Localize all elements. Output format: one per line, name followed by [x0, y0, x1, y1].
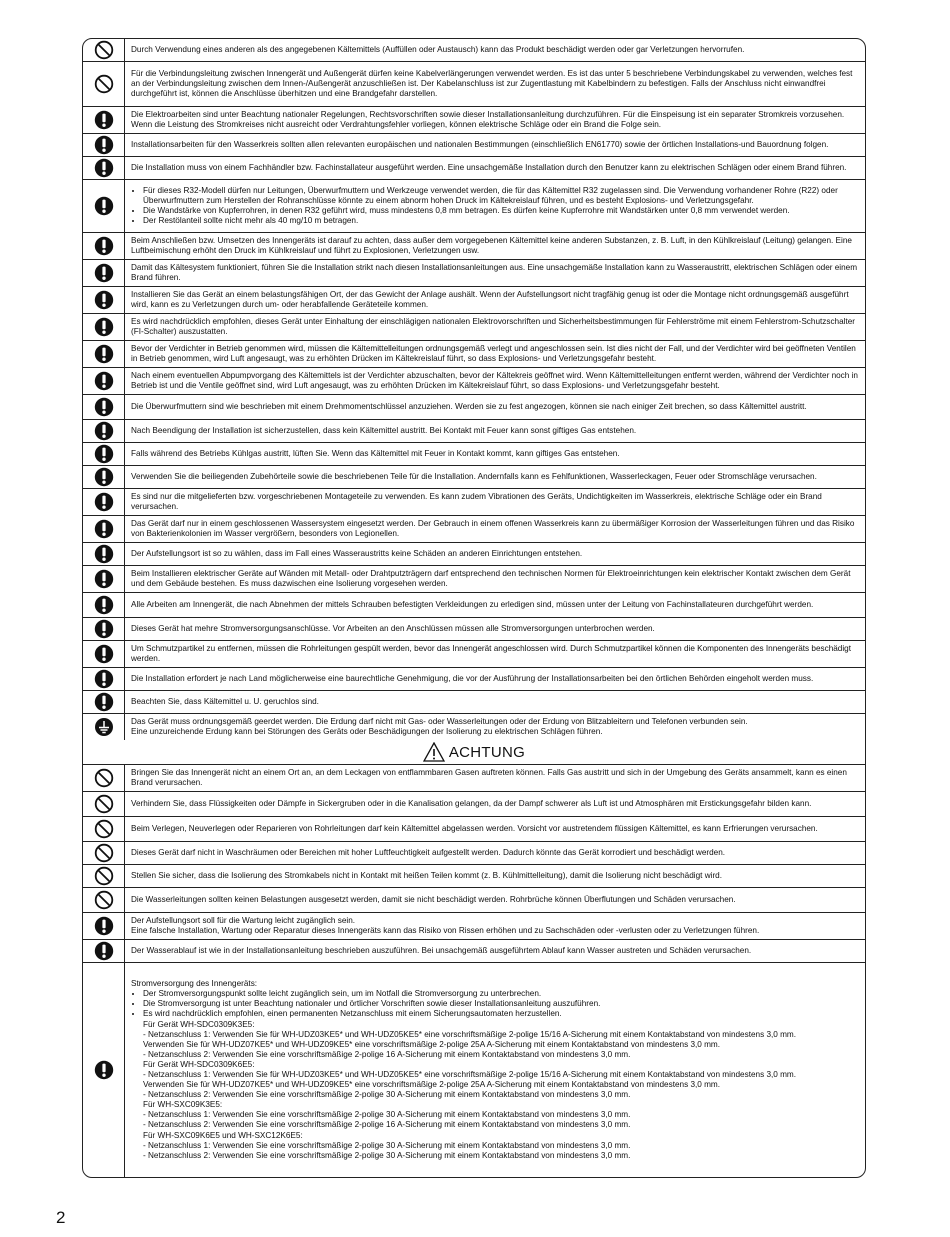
- icon-cell: [83, 39, 125, 61]
- safety-row: [83, 134, 865, 157]
- safety-row: [83, 287, 865, 314]
- exclamation-icon: [94, 397, 114, 417]
- bullet-list: [131, 186, 861, 226]
- instruction-text: [125, 888, 865, 912]
- paragraph: Verhindern Sie, dass Flüssigkeiten oder Dämpfe in Sickergruben oder in die Kanalisation gelangen, da der Dampf schwerer als Luft ist und Atmosphären mit Erstickungsgefahr bilden kann.: [131, 798, 812, 808]
- instruction-text: [125, 618, 865, 640]
- instruction-text: [125, 765, 865, 791]
- instruction-text: [125, 593, 865, 617]
- exclamation-icon: [94, 692, 114, 712]
- paragraph: Falls während des Betriebs Kühlgas austritt, lüften Sie. Wenn das Kältemittel mit Feuer in Kontakt kommt, kann giftiges Gas entstehen.: [131, 448, 620, 458]
- safety-row: [83, 913, 865, 940]
- icon-cell: [83, 842, 125, 864]
- safety-instructions-table: [82, 38, 866, 1178]
- paragraph: Dieses Gerät hat mehre Stromversorgungsanschlüsse. Vor Arbeiten an den Anschlüssen müssen alle Stromversorgungen unterbrochen werden.: [131, 623, 655, 633]
- sub-line: Für WH-SXC09K3E5:: [143, 1100, 223, 1110]
- safety-row: [83, 314, 865, 341]
- safety-row: [83, 593, 865, 618]
- paragraph: Beim Anschließen bzw. Umsetzen des Innengeräts ist darauf zu achten, dass außer dem vorgegebenen Kältemittel keine anderen Substanzen, z. B. Luft, in den Kühlkreislauf (Leitung) gelangen. Eine Luftbeimischung erhöht den Druck im Kühlkreislauf und führt zu Explosionen, Verletzungen usw.: [131, 235, 852, 255]
- paragraph: Die Wasserleitungen sollten keinen Belastungen ausgesetzt werden, damit sie nicht beschädigt werden. Rohrbrüche können Überflutungen und Schäden verursachen.: [131, 894, 736, 904]
- paragraph: Der Wasserablauf ist wie in der Installationsanleitung beschrieben auszuführen. Bei unsachgemäß ausgeführtem Ablauf kann Wasser austreten und Schäden verursachen.: [131, 945, 752, 955]
- icon-cell: [83, 516, 125, 542]
- safety-row: [83, 963, 865, 1177]
- paragraph: Bevor der Verdichter in Betrieb genommen wird, müssen die Kältemittelleitungen ordnungsgemäß verlegt und angeschlossen sein. Ist dies nicht der Fall, und der Verdichter wird bei geöffneten Ventilen in Betrieb genommen, wird Luft angesaugt, was zu erhöhten Drücken im Kältekreislauf führt, so dass Explosions- und Verletzungsgefahr besteht.: [131, 343, 856, 363]
- safety-row: [83, 566, 865, 593]
- paragraph: Das Gerät darf nur in einem geschlossenen Wassersystem eingesetzt werden. Der Gebrauch in einem offenen Wasserkreis kann zu übermäßiger Korrosion der Wasserleitungen führen und das Risiko von Bakterienkolonien im Wasser vergrößern, besonders von Legionellen.: [131, 518, 855, 538]
- paragraph: Bringen Sie das Innengerät nicht an einem Ort an, an dem Leckagen von entflammbaren Gasen auftreten können. Falls Gas austritt und sich in der Umgebung des Geräts ansammelt, kann es einen Brand verursachen.: [131, 767, 847, 787]
- instruction-text: [125, 940, 865, 962]
- paragraph: Durch Verwendung eines anderen als des angegebenen Kältemittels (Auffüllen oder Austausch) kann das Produkt beschädigt werden oder gar Verletzungen hervorrufen.: [131, 44, 745, 54]
- bullet-item: • Die Stromversorgung ist unter Beachtung nationaler und örtlicher Vorschriften sowie dieser Installationsanleitung auszuführen.: [143, 999, 861, 1009]
- instruction-text: [125, 368, 865, 394]
- sub-line: - Netzanschluss 1: Verwenden Sie eine vorschriftsmäßige 2-polige 30 A-Sicherung mit einem Kontaktabstand von mindestens 3,0 mm.: [143, 1110, 631, 1120]
- exclamation-icon: [94, 644, 114, 664]
- safety-row: [83, 180, 865, 233]
- icon-cell: [83, 466, 125, 488]
- safety-row: [83, 466, 865, 489]
- safety-row: [83, 233, 865, 260]
- instruction-text: [125, 395, 865, 419]
- icon-cell: [83, 940, 125, 962]
- icon-cell: [83, 260, 125, 286]
- instruction-text: [125, 963, 865, 1177]
- exclamation-icon: [94, 421, 114, 441]
- paragraph: Stromversorgung des Innengeräts:: [131, 979, 258, 989]
- safety-row: [83, 691, 865, 714]
- caution-section: [83, 765, 865, 1177]
- sub-line: - Netzanschluss 1: Verwenden Sie für WH-UDZ03KE5* und WH-UDZ05KE5* eine vorschriftsmäßige 2-polige 15/16 A-Sicherung mit einem Kontaktabstand von mindestens 3,0 mm.: [143, 1070, 797, 1079]
- paragraph: Eine unzureichende Erdung kann bei Störungen des Geräts oder Beschädigungen der Isolierung zu elektrischen Schlägen führen.: [131, 727, 603, 736]
- caution-triangle-icon: [423, 742, 445, 762]
- safety-row: [83, 865, 865, 888]
- icon-cell: [83, 543, 125, 565]
- prohibited-icon: [94, 843, 114, 863]
- icon-cell: [83, 341, 125, 367]
- paragraph: Alle Arbeiten am Innengerät, die nach Abnehmen der mittels Schrauben befestigten Verkleidungen zu erledigen sind, müssen unter der Leitung von Fachinstallateuren durchgeführt werden.: [131, 599, 814, 609]
- exclamation-icon: [94, 236, 114, 256]
- instruction-text: [125, 466, 865, 488]
- paragraph: Dieses Gerät darf nicht in Waschräumen oder Bereichen mit hoher Luftfeuchtigkeit aufgestellt werden. Dadurch könnte das Gerät korrodiert und beschädigt werden.: [131, 847, 726, 857]
- icon-cell: [83, 714, 125, 740]
- safety-row: [83, 420, 865, 443]
- exclamation-icon: [94, 263, 114, 283]
- instruction-text: [125, 62, 865, 106]
- instruction-text: [125, 489, 865, 515]
- safety-row: [83, 62, 865, 107]
- warning-section: [83, 39, 865, 740]
- paragraph: Nach Beendigung der Installation ist sicherzustellen, dass kein Kältemittel austritt. Bei Kontakt mit Feuer kann sonst giftiges Gas entstehen.: [131, 425, 637, 435]
- instruction-text: [125, 260, 865, 286]
- icon-cell: [83, 963, 125, 1177]
- instruction-text: [125, 420, 865, 442]
- exclamation-icon: [94, 196, 114, 216]
- instruction-text: [125, 543, 865, 565]
- safety-row: [83, 618, 865, 641]
- safety-row: [83, 395, 865, 420]
- prohibited-icon: [94, 40, 114, 60]
- paragraph: Eine falsche Installation, Wartung oder Reparatur dieses Innengeräts kann das Risiko von Rissen erhöhen und zu Sachschäden oder -verlusten oder zu Verletzungen führen.: [131, 926, 760, 935]
- sub-line: Für WH-SXC09K6E5 und WH-SXC12K6E5:: [143, 1130, 303, 1140]
- icon-cell: [83, 566, 125, 592]
- instruction-text: [125, 39, 865, 61]
- icon-cell: [83, 618, 125, 640]
- icon-cell: [83, 691, 125, 713]
- achtung-heading: ACHTUNG: [448, 743, 526, 761]
- paragraph: Es sind nur die mitgelieferten bzw. vorgeschriebenen Montageteile zu verwenden. Es kann zudem Vibrationen des Geräts, Undichtigkeiten im Wasserkreis, elektrische Schläge oder ein Brand verursachen.: [131, 491, 822, 511]
- paragraph: Der Aufstellungsort soll für die Wartung leicht zugänglich sein.: [131, 915, 356, 925]
- icon-cell: [83, 888, 125, 912]
- bullet-item: • Die Wandstärke von Kupferrohren, in denen R32 geführt wird, muss mindestens 0,8 mm betragen. Es dürfen keine Kupferrohre mit Wandstärken unter 0,8 mm verwendet werden.: [143, 206, 861, 216]
- icon-cell: [83, 668, 125, 690]
- sub-line: - Netzanschluss 2: Verwenden Sie eine vorschriftsmäßige 2-polige 30 A-Sicherung mit einem Kontaktabstand von mindestens 3,0 mm.: [143, 1150, 631, 1160]
- icon-cell: [83, 233, 125, 259]
- icon-cell: [83, 368, 125, 394]
- instruction-text: [125, 516, 865, 542]
- exclamation-icon: [94, 110, 114, 130]
- instruction-text: [125, 691, 865, 713]
- paragraph: Für die Verbindungsleitung zwischen Innengerät und Außengerät dürfen keine Kabelverlängerungen verwendet werden. Es ist das unter 5 beschriebene Verbindungskabel zu verwenden, welches fest an der Verbindungsleitung zwischen dem Innen-/Außengerät anzuschließen ist. Der Kabelanschluss ist zur Zugentlastung mit Kabelbindern zu befestigen. Falls der Anschluss nicht einwandfrei durchgeführt ist, können die Anschlüsse überhitzen und eine Brandgefahr darstellen.: [131, 68, 853, 99]
- bullet-item: • Für dieses R32-Modell dürfen nur Leitungen, Überwurfmuttern und Werkzeuge verwendet werden, die für das Kältemittel R32 zugelassen sind. Die Verwendung vorhandener Rohre (R22) oder Überwurfmuttern zum Herstellen der Rohranschlüsse könnte zu einem abnorm hohen Druck im Kältekreislauf führen, und es besteht Explosions- und Verletzungsgefahr.: [143, 186, 861, 206]
- prohibited-icon: [94, 794, 114, 814]
- instruction-text: [125, 714, 865, 740]
- safety-row: [83, 641, 865, 668]
- icon-cell: [83, 817, 125, 841]
- safety-row: [83, 792, 865, 817]
- prohibited-icon: [94, 768, 114, 788]
- exclamation-icon: [94, 941, 114, 961]
- icon-cell: [83, 180, 125, 232]
- paragraph: Beim Installieren elektrischer Geräte auf Wänden mit Metall- oder Drahtputzträgern darf entsprechend den technischen Normen für Elektroeinrichtungen kein elektrischer Kontakt zwischen dem Gerät und dem Gebäude bestehen. Es muss dazwischen eine Isolierung vorgesehen werden.: [131, 568, 851, 588]
- icon-cell: [83, 913, 125, 939]
- icon-cell: [83, 420, 125, 442]
- safety-row: [83, 107, 865, 134]
- instruction-text: [125, 287, 865, 313]
- paragraph: Das Gerät muss ordnungsgemäß geerdet werden. Die Erdung darf nicht mit Gas- oder Wasserleitungen oder der Erdung von Blitzableitern und Telefonen verbunden sein.: [131, 716, 748, 726]
- exclamation-icon: [94, 158, 114, 178]
- paragraph: Damit das Kältesystem funktioniert, führen Sie die Installation strikt nach diesen Installationsanleitungen aus. Eine unsachgemäße Installation kann zu Wasseraustritt, elektrischen Schlägen oder einem Brand führen.: [131, 262, 858, 282]
- instruction-text: [125, 314, 865, 340]
- safety-row: [83, 260, 865, 287]
- sub-line: Für Gerät WH-SDC0309K3E5:: [143, 1019, 255, 1029]
- instruction-text: [125, 107, 865, 133]
- exclamation-icon: [94, 1060, 114, 1080]
- safety-row: [83, 842, 865, 865]
- sub-line: - Netzanschluss 1: Verwenden Sie eine vorschriftsmäßige 2-polige 30 A-Sicherung mit einem Kontaktabstand von mindestens 3,0 mm.: [143, 1140, 631, 1150]
- icon-cell: [83, 62, 125, 106]
- exclamation-icon: [94, 544, 114, 564]
- safety-row: [83, 157, 865, 180]
- exclamation-icon: [94, 290, 114, 310]
- exclamation-icon: [94, 317, 114, 337]
- prohibited-icon: [94, 74, 114, 94]
- instruction-text: [125, 134, 865, 156]
- instruction-text: [125, 817, 865, 841]
- paragraph: Installationsarbeiten für den Wasserkreis sollten allen relevanten europäischen und nationalen Bestimmungen (einschließlich EN61770) sowie der örtlichen Installations-und Bauordnung folgen.: [131, 139, 829, 149]
- icon-cell: [83, 765, 125, 791]
- paragraph: Beachten Sie, dass Kältemittel u. U. geruchlos sind.: [131, 696, 319, 706]
- paragraph: Installieren Sie das Gerät an einem belastungsfähigen Ort, der das Gewicht der Anlage aushält. Wenn der Aufstellungsort nicht tragfähig genug ist oder die Montage nicht ordnungsgemäß ausgeführt wird, kann es zu Verletzungen durch um- oder herabfallende Geräteteile kommen.: [131, 289, 849, 309]
- exclamation-icon: [94, 467, 114, 487]
- icon-cell: [83, 641, 125, 667]
- safety-row: [83, 516, 865, 543]
- paragraph: Stellen Sie sicher, dass die Isolierung des Stromkabels nicht in Kontakt mit heißen Teilen kommt (z. B. Kühlmittelleitung), damit die Isolierung nicht beschädigt wird.: [131, 870, 722, 880]
- safety-row: [83, 817, 865, 842]
- sub-line: - Netzanschluss 1: Verwenden Sie für WH-UDZ03KE5* und WH-UDZ05KE5* eine vorschriftsmäßige 2-polige 15/16 A-Sicherung mit einem Kontaktabstand von mindestens 3,0 mm.: [143, 1029, 797, 1039]
- safety-row: [83, 368, 865, 395]
- instruction-text: [125, 233, 865, 259]
- bullet-item: • Es wird nachdrücklich empfohlen, einen permanenten Netzanschluss mit einem Sicherungsautomaten herzustellen.: [143, 1009, 861, 1019]
- bullet-list: [131, 989, 861, 1019]
- exclamation-icon: [94, 371, 114, 391]
- exclamation-icon: [94, 344, 114, 364]
- exclamation-icon: [94, 595, 114, 615]
- prohibited-icon: [94, 819, 114, 839]
- icon-cell: [83, 489, 125, 515]
- sub-line: Verwenden Sie für WH-UDZ07KE5* und WH-UDZ09KE5* eine vorschriftsmäßige 2-polige 25A A-Sicherung mit einem Kontaktabstand von mindestens 3,0 mm.: [143, 1080, 721, 1090]
- instruction-text: [125, 443, 865, 465]
- icon-cell: [83, 134, 125, 156]
- instruction-text: [125, 341, 865, 367]
- paragraph: Verwenden Sie die beiliegenden Zubehörteile sowie die beschriebenen Teile für die Installation. Andernfalls kann es Fehlfunktionen, Wasserleckagen, Feuer oder Stromschläge verursachen.: [131, 471, 817, 481]
- sub-line: - Netzanschluss 2: Verwenden Sie eine vorschriftsmäßige 2-polige 30 A-Sicherung mit einem Kontaktabstand von mindestens 3,0 mm.: [143, 1090, 631, 1100]
- paragraph: Nach einem eventuellen Abpumpvorgang des Kältemittels ist der Verdichter abzuschalten, bevor der Kältekreis geöffnet wird. Wenn Kältemittelleitungen entfernt werden, während der Verdichter noch in Betrieb ist und die Ventile geöffnet sind, wird Luft angesaugt, was zu erhöhten Drücken im Kältekreislauf führt, so dass Explosions- und Verletzungsgefahr besteht.: [131, 370, 858, 390]
- achtung-heading-row: [83, 740, 865, 765]
- paragraph: Es wird nachdrücklich empfohlen, dieses Gerät unter Einhaltung der einschlägigen nationalen Elektrovorschriften und Sicherheitsbestimmungen für Fehlerströme mit einem Fehlerstrom-Schutzschalter (FI-Schalter) auszustatten.: [131, 316, 856, 336]
- paragraph: Die Elektroarbeiten sind unter Beachtung nationaler Regelungen, Rechtsvorschriften sowie dieser Installationsanleitung durchzuführen. Für die Einspeisung ist ein separater Stromkreis vorzusehen. Wenn die Leistung des Stromkreises nicht ausreicht oder Verdrahtungsfehler vorliegen, können elektrische Schläge oder ein Brand die Folge sein.: [131, 109, 845, 129]
- icon-cell: [83, 107, 125, 133]
- sub-line: - Netzanschluss 2: Verwenden Sie eine vorschriftsmäßige 2-polige 16 A-Sicherung mit einem Kontaktabstand von mindestens 3,0 mm.: [143, 1049, 631, 1059]
- bullet-item: • Der Restölanteil sollte nicht mehr als 40 mg/10 m betragen.: [143, 216, 861, 226]
- paragraph: Die Installation erfordert je nach Land möglicherweise eine baurechtliche Genehmigung, die vor der Ausführung der Installationsarbeiten bei den örtlichen Behörden eingeholt werden muss.: [131, 673, 814, 683]
- icon-cell: [83, 593, 125, 617]
- prohibited-icon: [94, 866, 114, 886]
- exclamation-icon: [94, 619, 114, 639]
- paragraph: Die Installation muss von einem Fachhändler bzw. Fachinstallateur ausgeführt werden. Eine unsachgemäße Installation durch den Benutzer kann zu elektrischen Schlägen oder einem Brand führen.: [131, 162, 847, 172]
- icon-cell: [83, 287, 125, 313]
- exclamation-icon: [94, 135, 114, 155]
- safety-row: [83, 940, 865, 963]
- instruction-text: [125, 792, 865, 816]
- safety-row: [83, 543, 865, 566]
- instruction-text: [125, 842, 865, 864]
- safety-row: [83, 888, 865, 913]
- paragraph: Beim Verlegen, Neuverlegen oder Reparieren von Rohrleitungen darf kein Kältemittel abgelassen werden. Vorsicht vor austretendem flüssigen Kältemittel, es kann Erfrierungen verursachen.: [131, 823, 818, 833]
- sub-line: - Netzanschluss 2: Verwenden Sie eine vorschriftsmäßige 2-polige 16 A-Sicherung mit einem Kontaktabstand von mindestens 3,0 mm.: [143, 1120, 631, 1130]
- safety-row: [83, 668, 865, 691]
- exclamation-icon: [94, 569, 114, 589]
- earth-ground-icon: [94, 717, 114, 737]
- icon-cell: [83, 157, 125, 179]
- instruction-text: [125, 157, 865, 179]
- safety-row: [83, 714, 865, 740]
- exclamation-icon: [94, 669, 114, 689]
- instruction-text: [125, 641, 865, 667]
- safety-row: [83, 489, 865, 516]
- bullet-item: • Der Stromversorgungspunkt sollte leicht zugänglich sein, um im Notfall die Stromversorgung zu unterbrechen.: [143, 989, 861, 999]
- paragraph: Der Aufstellungsort ist so zu wählen, dass im Fall eines Wasseraustritts keine Schäden an anderen Einrichtungen entstehen.: [131, 548, 583, 558]
- exclamation-icon: [94, 519, 114, 539]
- icon-cell: [83, 865, 125, 887]
- sub-line: Verwenden Sie für WH-UDZ07KE5* und WH-UDZ09KE5* eine vorschriftsmäßige 2-polige 25A A-Sicherung mit einem Kontaktabstand von mindestens 3,0 mm.: [143, 1039, 721, 1049]
- exclamation-icon: [94, 492, 114, 512]
- safety-row: [83, 39, 865, 62]
- exclamation-icon: [94, 444, 114, 464]
- instruction-text: [125, 180, 865, 232]
- icon-cell: [83, 314, 125, 340]
- icon-cell: [83, 792, 125, 816]
- paragraph: Um Schmutzpartikel zu entfernen, müssen die Rohrleitungen gespült werden, bevor das Innengerät angeschlossen wird. Durch Schmutzpartikel können die Komponenten des Innengeräts beschädigt werden.: [131, 643, 852, 663]
- safety-row: [83, 765, 865, 792]
- instruction-text: [125, 913, 865, 939]
- icon-cell: [83, 443, 125, 465]
- prohibited-icon: [94, 890, 114, 910]
- sub-line: Für Gerät WH-SDC0309K6E5:: [143, 1059, 255, 1069]
- instruction-text: [125, 865, 865, 887]
- instruction-text: [125, 566, 865, 592]
- safety-row: [83, 443, 865, 466]
- safety-row: [83, 341, 865, 368]
- icon-cell: [83, 395, 125, 419]
- page-number: 2: [56, 1208, 66, 1227]
- exclamation-icon: [94, 916, 114, 936]
- paragraph: Die Überwurfmuttern sind wie beschrieben mit einem Drehmomentschlüssel anzuziehen. Werden sie zu fest angezogen, können sie nach einiger Zeit brechen, so dass Kältemittel austritt.: [131, 401, 807, 411]
- instruction-text: [125, 668, 865, 690]
